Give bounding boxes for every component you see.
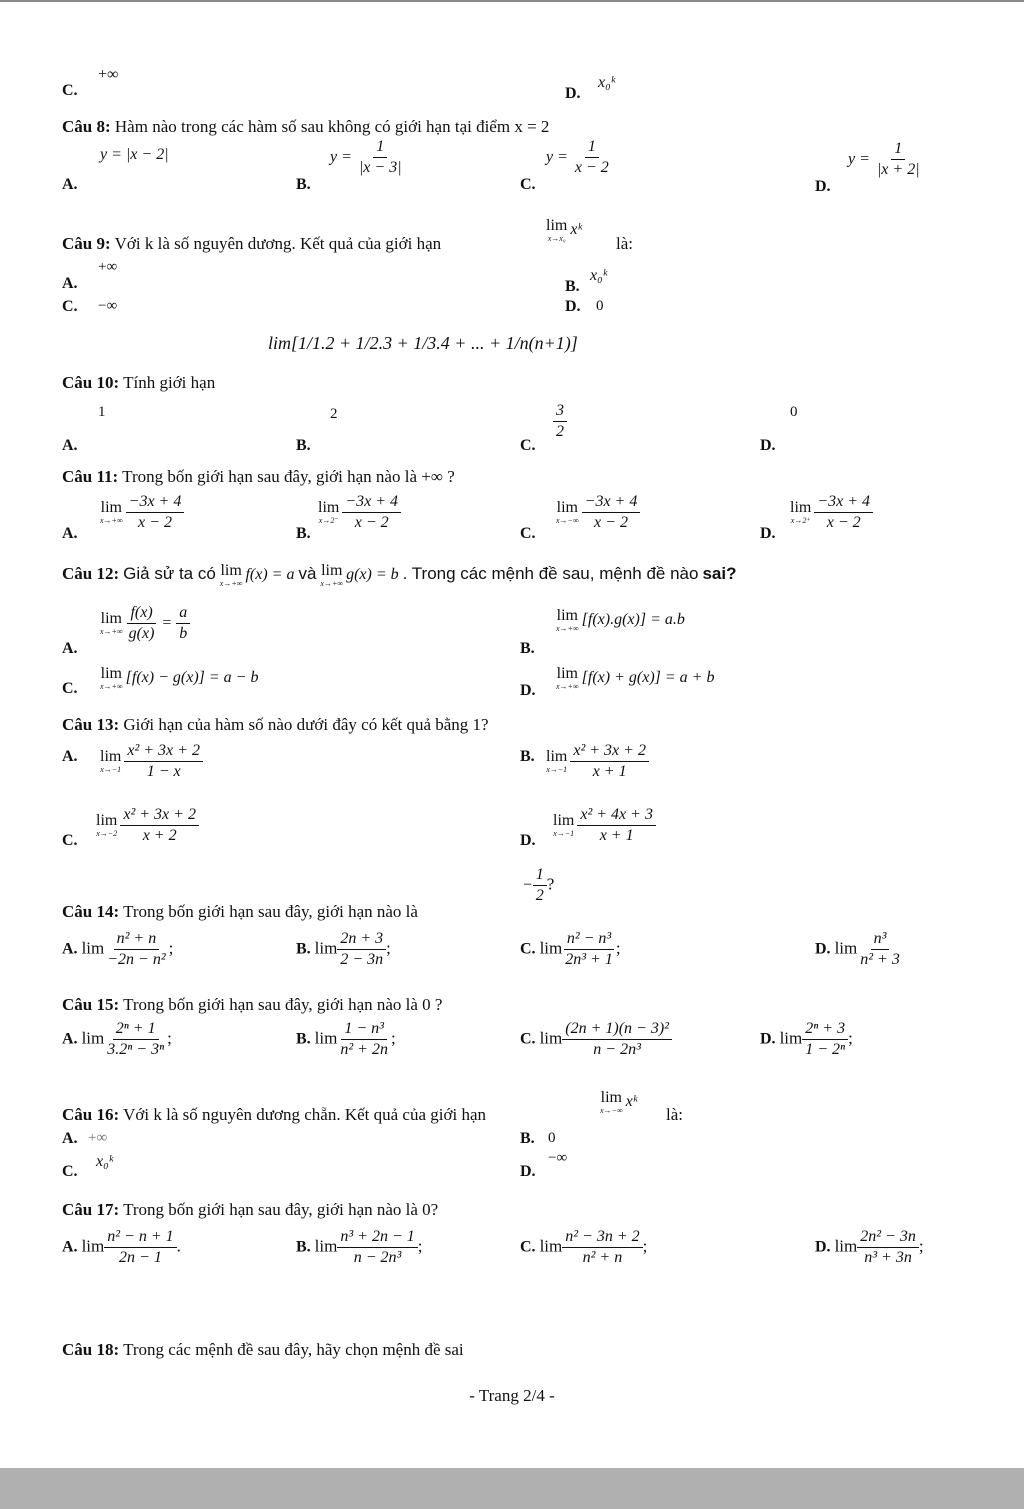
q12-b-lim	[556, 608, 579, 633]
q15-d-den: 1 − 2ⁿ	[805, 1041, 846, 1059]
q14-a-den: −2n − n²	[107, 951, 166, 969]
q14-a-semi: ;	[168, 938, 174, 958]
q9-lim	[546, 218, 567, 243]
q13-d-den: x + 1	[599, 827, 634, 845]
q11-d-lim	[790, 500, 811, 525]
q11-c-den: x − 2	[594, 514, 628, 532]
option-c-label: C.	[62, 82, 78, 99]
q14-target	[522, 866, 554, 906]
question-16-text: Với k là số nguyên dương chẵn. Kết quả của giới hạn	[123, 1105, 486, 1124]
question-9-text: Với k là số nguyên dương. Kết quả của giới hạn	[114, 234, 442, 253]
q12-a-lim	[100, 611, 123, 636]
q13-d-lim	[553, 813, 574, 838]
q17-d-lim: lim	[834, 1236, 858, 1256]
q9-suffix: là:	[616, 234, 633, 253]
q11-b-lim	[318, 500, 339, 525]
q17-c-frac	[562, 1228, 642, 1268]
q9-b-label: B.	[565, 278, 580, 295]
q15-d-lim: lim	[779, 1028, 803, 1048]
top-border	[0, 0, 1024, 2]
q10-a-value: 1	[98, 404, 106, 420]
q15-c-num: (2n + 1)(n − 3)²	[562, 1020, 672, 1040]
q13-a-lim	[100, 749, 121, 774]
q17-b-num: n³ + 2n − 1	[337, 1228, 417, 1248]
q11-d-den: x − 2	[826, 514, 861, 532]
q12-a-rnum: a	[176, 604, 190, 624]
q16-d-value: −∞	[548, 1150, 568, 1166]
q12-b-body: [f(x).g(x)] = a.b	[581, 611, 685, 629]
q10-c-den: 2	[556, 423, 564, 441]
q9-lim-expr: xᵏ	[570, 221, 582, 239]
q11-c-expr	[556, 493, 640, 533]
q16-c-value: x₀ᵏ	[96, 1153, 114, 1170]
q10-c-num: 3	[553, 402, 567, 422]
question-17-text: Trong bốn giới hạn sau đây, giới hạn nào là 0?	[123, 1200, 439, 1219]
q11-b-den: x − 2	[354, 514, 389, 532]
question-14-text: Trong bốn giới hạn sau đây, giới hạn nào là	[123, 902, 418, 921]
q13-b-lim-word: lim	[546, 748, 568, 766]
q13-a-lim-word: lim	[100, 748, 122, 766]
q12-c-lim	[100, 666, 123, 691]
q13-b-frac	[570, 742, 649, 782]
q16-limit	[600, 1090, 637, 1115]
q8-b-y: y =	[330, 148, 352, 166]
option-d-label: D.	[565, 85, 581, 102]
q11-c-lim-sub: x→−∞	[556, 516, 579, 526]
q17-a-dot: .	[176, 1236, 181, 1256]
q12-b-lim-word: lim	[556, 607, 578, 624]
q9-d-label: D.	[565, 298, 581, 315]
q8-b-den: |x − 3|	[358, 159, 402, 177]
question-12-text: . Trong các mệnh đề sau, mệnh đề nào	[402, 564, 699, 584]
q13-a-num: x² + 3x + 2	[124, 742, 203, 762]
q11-d-frac	[814, 493, 873, 533]
q15-a-lim: lim	[81, 1028, 105, 1048]
q11-a-label: A.	[62, 525, 78, 542]
q11-b-expr	[318, 493, 401, 533]
option-d-value: x₀ᵏ	[598, 74, 616, 91]
q15-b-lim: lim	[314, 1028, 338, 1048]
q13-d-expr	[553, 806, 656, 846]
q11-c-lim	[556, 500, 579, 525]
q17-b-lim: lim	[314, 1236, 338, 1256]
q8-a-label: A.	[62, 176, 78, 193]
q17-b-semi: ;	[417, 1236, 423, 1256]
q11-a-lim-word: lim	[100, 499, 122, 517]
q15-d-label: D.	[760, 1030, 776, 1048]
q12-d-expr	[556, 666, 714, 691]
q14-d-num: n³	[871, 930, 890, 950]
q10-c-frac	[553, 402, 567, 442]
q14-d-lim: lim	[834, 938, 858, 958]
q14-a-num: n² + n	[114, 930, 160, 950]
question-14-title: Câu 14:	[62, 902, 120, 921]
q15-d	[760, 1020, 853, 1060]
q14-c-num: n² − n³	[564, 930, 614, 950]
q13-d-lim-word: lim	[553, 812, 575, 830]
q13-d-lim-sub: x→−1	[553, 829, 575, 839]
q17-b-den: n − 2n³	[353, 1249, 402, 1267]
q8-d-num: 1	[891, 140, 905, 160]
q12-c-expr	[100, 666, 258, 691]
q11-b-lim-sub: x→2⁻	[318, 516, 339, 526]
q11-d-lim-sub: x→2⁺	[790, 516, 811, 526]
q8-c-den: x − 2	[574, 159, 609, 177]
q14-a-frac	[104, 930, 168, 970]
q11-a-lim	[100, 500, 123, 525]
q17-c	[520, 1228, 647, 1268]
question-18	[62, 1340, 464, 1360]
question-10-text: Tính giới hạn	[123, 373, 216, 392]
q16-lim-sub: x→−∞	[600, 1106, 623, 1115]
page-number: - Trang 2/4 -	[469, 1386, 555, 1405]
q15-a-semi: ;	[167, 1028, 172, 1048]
q13-c-expr	[96, 806, 199, 846]
q10-expression: lim[1/1.2 + 1/2.3 + 1/3.4 + ... + 1/n(n+1)]	[268, 333, 578, 353]
q15-c-den: n − 2n³	[593, 1041, 641, 1059]
q13-a-label: A.	[62, 748, 78, 765]
q16-c-label: C.	[62, 1163, 78, 1180]
question-11-target: +∞ ?	[421, 467, 455, 486]
q9-c-label: C.	[62, 298, 78, 315]
question-16-title: Câu 16:	[62, 1105, 120, 1124]
q8-c-expr	[546, 138, 612, 178]
q13-c-frac	[120, 806, 199, 846]
q10-b-value: 2	[330, 406, 338, 422]
q8-c-label: C.	[520, 176, 536, 193]
q11-b-label: B.	[296, 525, 311, 542]
question-11-text: Trong bốn giới hạn sau đây, giới hạn nào là	[122, 467, 417, 486]
q17-c-num: n² − 3n + 2	[562, 1228, 642, 1248]
q8-d-y: y =	[848, 150, 870, 168]
q12-c-label: C.	[62, 680, 78, 697]
q9-lim-sub: x→x₀	[547, 234, 566, 243]
q8-b-frac	[356, 138, 405, 178]
q9-b-value: x₀ᵏ	[590, 267, 608, 284]
question-15-text: Trong bốn giới hạn sau đây, giới hạn nào là 0 ?	[123, 995, 443, 1014]
q16-a-label: A.	[62, 1130, 78, 1147]
question-8-title: Câu 8:	[62, 117, 111, 136]
q15-a	[62, 1020, 172, 1060]
q11-d-expr	[790, 493, 873, 533]
q12-limg-word: lim	[321, 562, 343, 579]
q10-d-label: D.	[760, 437, 776, 454]
q12-a-rden: b	[179, 625, 188, 643]
q14-d-den: n² + 3	[860, 951, 900, 969]
q15-c-label: C.	[520, 1030, 536, 1048]
q14-a	[62, 930, 173, 970]
q12-d-lim	[556, 666, 579, 691]
q17-c-label: C.	[520, 1238, 536, 1256]
q10-c-label: C.	[520, 437, 536, 454]
q15-c-frac	[562, 1020, 672, 1060]
q8-c-y: y =	[546, 148, 568, 166]
q12-limf-sub: x→+∞	[219, 579, 243, 588]
q10-c-value	[553, 402, 567, 442]
q14-target-frac	[533, 866, 547, 906]
q12-a-label: A.	[62, 640, 78, 657]
q9-a-label: A.	[62, 275, 78, 292]
q15-c	[520, 1020, 672, 1060]
q8-d-label: D.	[815, 178, 831, 195]
q11-a-lim-sub: x→+∞	[100, 516, 123, 526]
q14-c-den: 2n³ + 1	[565, 951, 613, 969]
q14-d-label: D.	[815, 940, 831, 958]
q14-target-num: 1	[533, 866, 547, 886]
q13-c-lim	[96, 813, 117, 838]
q11-c-lim-word: lim	[556, 499, 578, 517]
question-13-title: Câu 13:	[62, 715, 120, 734]
q11-a-expr	[100, 493, 184, 533]
q17-d-num: 2n² − 3n	[857, 1228, 919, 1248]
q10-b-label: B.	[296, 437, 311, 454]
q12-c-body: [f(x) − g(x)] = a − b	[125, 669, 259, 687]
q8-a-expr: y = |x − 2|	[100, 146, 169, 163]
q12-b-expr	[556, 608, 685, 633]
q15-a-label: A.	[62, 1030, 78, 1048]
q9-c-value: −∞	[98, 298, 118, 314]
question-14	[62, 902, 418, 922]
q16-suffix: là:	[666, 1105, 683, 1124]
q12-d-body: [f(x) + g(x)] = a + b	[581, 669, 715, 687]
q15-d-frac	[802, 1020, 848, 1060]
q17-c-semi: ;	[642, 1236, 648, 1256]
q12-a-num: f(x)	[127, 604, 155, 624]
q13-d-label: D.	[520, 832, 536, 849]
option-c-value: +∞	[98, 66, 119, 83]
q13-c-den: x + 2	[142, 827, 177, 845]
q11-c-frac	[582, 493, 641, 533]
question-13-text: Giới hạn của hàm số nào dưới đây có kết quả bằng 1?	[123, 715, 489, 734]
q13-a-expr	[100, 742, 203, 782]
q17-a-frac	[104, 1228, 176, 1268]
q17-b	[296, 1228, 422, 1268]
q8-d-frac	[874, 140, 923, 180]
q12-c-lim-word: lim	[100, 665, 122, 682]
q17-d	[815, 1228, 924, 1268]
q16-lim-expr: xᵏ	[625, 1093, 638, 1111]
question-12-pre: Giả sử ta có	[123, 564, 216, 584]
q11-b-lim-word: lim	[318, 499, 340, 517]
q16-lim	[600, 1090, 623, 1115]
question-12	[62, 563, 736, 588]
q16-d-label: D.	[520, 1163, 536, 1180]
q8-b-label: B.	[296, 176, 311, 193]
q14-target-den: 2	[535, 887, 544, 905]
q10-d-value: 0	[790, 404, 798, 420]
q12-a-lim-sub: x→+∞	[100, 627, 123, 637]
question-9	[62, 234, 441, 254]
q15-b	[296, 1020, 396, 1060]
q15-a-num: 2ⁿ + 1	[113, 1020, 159, 1040]
q14-c	[520, 930, 621, 970]
q8-d-expr	[848, 140, 923, 180]
question-12-and: và	[298, 564, 317, 584]
q15-d-semi: ;	[848, 1028, 853, 1048]
q9-limit	[546, 218, 582, 243]
q14-b-num: 2n + 3	[337, 930, 386, 950]
q17-a-lim: lim	[81, 1236, 105, 1256]
q11-a-num: −3x + 4	[126, 493, 185, 513]
q15-a-den: 3.2ⁿ − 3ⁿ	[107, 1041, 165, 1059]
q14-c-frac	[562, 930, 616, 970]
q13-b-lim	[546, 749, 567, 774]
q14-b-frac	[337, 930, 386, 970]
q12-d-label: D.	[520, 682, 536, 699]
q13-b-label: B.	[520, 748, 535, 765]
q11-c-label: C.	[520, 525, 536, 542]
q14-b-den: 2 − 3n	[340, 951, 384, 969]
question-15	[62, 995, 442, 1015]
question-10	[62, 373, 215, 393]
q12-d-lim-sub: x→+∞	[556, 682, 579, 691]
q9-a-value: +∞	[98, 259, 118, 275]
question-12-sai: sai?	[702, 564, 737, 584]
q12-limf-word: lim	[220, 562, 242, 579]
q11-b-frac	[342, 493, 401, 533]
q11-a-frac	[126, 493, 185, 533]
question-18-title: Câu 18:	[62, 1340, 120, 1359]
q11-a-den: x − 2	[138, 514, 172, 532]
q15-b-frac	[337, 1020, 391, 1060]
q14-a-lim: lim	[81, 938, 105, 958]
q12-a-expr: lim x→+∞ $\frac{f(x)}{g(x)}$ = $\frac{a}{b}$	[100, 604, 190, 644]
q13-b-expr	[546, 742, 649, 782]
q12-b-label: B.	[520, 640, 535, 657]
q12-limg-expr: g(x) = b	[346, 566, 399, 584]
q16-b-label: B.	[520, 1130, 535, 1147]
q13-c-num: x² + 3x + 2	[120, 806, 199, 826]
q8-c-frac	[572, 138, 612, 178]
q10-a-label: A.	[62, 437, 78, 454]
question-16	[62, 1105, 486, 1125]
q16-lim-word: lim	[600, 1089, 622, 1106]
q14-c-lim: lim	[539, 938, 563, 958]
q17-a-label: A.	[62, 1238, 78, 1256]
q15-b-semi: ;	[390, 1028, 396, 1048]
q14-b-label: B.	[296, 940, 311, 958]
q8-c-num: 1	[585, 138, 599, 158]
question-12-title: Câu 12:	[62, 564, 120, 584]
q15-b-den: n² + 2n	[340, 1041, 388, 1059]
q11-d-label: D.	[760, 525, 776, 542]
q11-d-lim-word: lim	[790, 499, 812, 517]
q12-b-lim-sub: x→+∞	[556, 624, 579, 633]
q14-target-qmark: ?	[546, 874, 555, 894]
q17-b-frac	[337, 1228, 417, 1268]
q17-a-num: n² − n + 1	[104, 1228, 176, 1248]
q14-b	[296, 930, 391, 970]
question-15-title: Câu 15:	[62, 995, 120, 1014]
q15-b-label: B.	[296, 1030, 311, 1048]
q15-c-lim: lim	[539, 1028, 563, 1048]
q13-c-label: C.	[62, 832, 78, 849]
question-9-title: Câu 9:	[62, 234, 111, 253]
q16-a-value: +∞	[88, 1130, 108, 1146]
question-13	[62, 715, 489, 735]
q9-d-value: 0	[596, 298, 604, 314]
q13-c-lim-sub: x→−2	[96, 829, 118, 839]
q12-d-lim-word: lim	[556, 665, 578, 682]
q8-b-num: 1	[373, 138, 387, 158]
q12-a-result	[176, 604, 190, 644]
q13-c-lim-word: lim	[96, 812, 118, 830]
q17-c-den: n² + n	[582, 1249, 623, 1267]
q17-b-label: B.	[296, 1238, 311, 1256]
q17-d-label: D.	[815, 1238, 831, 1256]
q12-a-den: g(x)	[128, 625, 155, 643]
q17-d-frac	[857, 1228, 919, 1268]
q17-a-den: 2n − 1	[119, 1249, 162, 1267]
q12-limg-sub: x→+∞	[320, 579, 344, 588]
question-17-title: Câu 17:	[62, 1200, 120, 1219]
q12-limg	[320, 563, 343, 588]
q12-a-frac	[126, 604, 158, 644]
q14-c-label: C.	[520, 940, 536, 958]
q17-d-semi: ;	[918, 1236, 924, 1256]
q14-b-lim: lim	[314, 938, 338, 958]
q8-b-expr	[330, 138, 405, 178]
q8-d-den: |x + 2|	[876, 161, 920, 179]
q11-c-num: −3x + 4	[582, 493, 641, 513]
q14-a-label: A.	[62, 940, 78, 958]
q17-c-lim: lim	[539, 1236, 563, 1256]
q9-lim-word: lim	[546, 217, 568, 234]
q14-b-semi: ;	[386, 938, 391, 958]
q14-d	[815, 930, 903, 970]
q13-b-num: x² + 3x + 2	[570, 742, 649, 762]
q17-d-den: n³ + 3n	[864, 1249, 912, 1267]
q12-a-lim-word: lim	[100, 610, 122, 628]
q14-d-frac	[857, 930, 903, 970]
question-10-title: Câu 10:	[62, 373, 120, 392]
q16-b-value: 0	[548, 1130, 556, 1146]
q12-c-lim-sub: x→+∞	[100, 682, 123, 691]
q15-b-num: 1 − n³	[341, 1020, 387, 1040]
q13-d-num: x² + 4x + 3	[577, 806, 656, 826]
q13-a-frac	[124, 742, 203, 782]
q13-a-lim-sub: x→−1	[100, 765, 122, 775]
q12-limf-expr: f(x) = a	[245, 566, 295, 584]
question-17	[62, 1200, 438, 1220]
q12-limf	[220, 563, 243, 588]
q15-a-frac	[104, 1020, 167, 1060]
q13-b-den: x + 1	[592, 763, 627, 781]
q14-target-sign: −	[522, 876, 533, 894]
bottom-bar	[0, 1468, 1024, 1509]
q13-b-lim-sub: x→−1	[546, 765, 568, 775]
q11-b-num: −3x + 4	[342, 493, 401, 513]
question-8-text: Hàm nào trong các hàm số sau không có giới hạn tại điểm x = 2	[114, 117, 550, 136]
question-11-title: Câu 11:	[62, 467, 119, 486]
question-18-text: Trong các mệnh đề sau đây, hãy chọn mệnh đề sai	[123, 1340, 464, 1359]
q17-a	[62, 1228, 181, 1268]
question-11	[62, 467, 455, 487]
q13-a-den: 1 − x	[146, 763, 181, 781]
q11-d-num: −3x + 4	[814, 493, 873, 513]
question-8	[62, 117, 549, 137]
q14-c-semi: ;	[615, 938, 621, 958]
q15-d-num: 2ⁿ + 3	[802, 1020, 848, 1040]
q13-d-frac	[577, 806, 656, 846]
